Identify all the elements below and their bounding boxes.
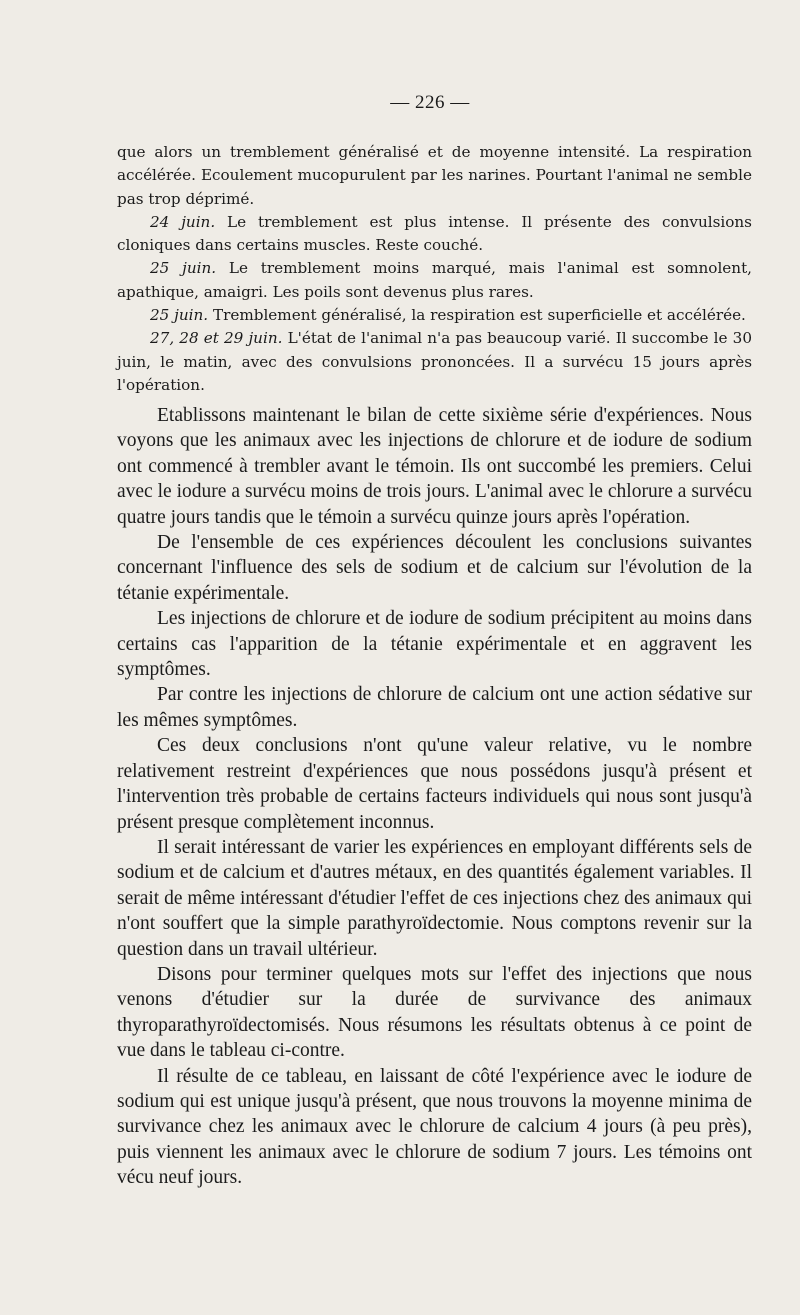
body-paragraph: Etablissons maintenant le bilan de cette sixième série d'expériences. Nous voyons que les animaux avec les injections de chlorure et de iodure de sodium ont commencé à trembler avant le témoin. Ils ont succombé les premiers. Celui avec le iodure a survécu moins de trois jours. L'animal avec le chlorure a survécu quatre jours tandis que le témoin a survécu quinze jours après l'opération. (117, 405, 752, 528)
entry-date: 27, 28 et 29 juin. (150, 329, 283, 348)
entry-date: 25 juin. (150, 259, 217, 278)
body-paragraph: Par contre les injections de chlorure de calcium ont une action sédative sur les mêmes symptômes. (117, 684, 752, 731)
body-paragraph: De l'ensemble de ces expériences découlent les conclusions suivantes concernant l'influence des sels de sodium et de calcium sur l'évolution de la tétanie expérimentale. (117, 532, 752, 604)
entry-date: 24 juin. (150, 212, 216, 231)
page-number: — 226 — (390, 92, 470, 113)
entry-text: Le tremblement est plus intense. Il présente des convulsions cloniques dans certains muscles. Reste couché. (117, 212, 752, 255)
notes-entry (117, 327, 752, 397)
body-paragraph: Les injections de chlorure et de iodure de sodium précipitent au moins dans certains cas l'apparition de la tétanie expérimentale et en aggravent les symptômes. (117, 608, 752, 681)
entry-date: 25 juin. (150, 306, 209, 325)
notes-opening-paragraph: que alors un tremblement généralisé et de moyenne intensité. La respiration accélérée. Ecoulement mucopurulent par les narines. Pourtant l'animal ne semble pas trop déprimé. (117, 143, 752, 208)
notes-entry (117, 211, 752, 258)
body-paragraph: Disons pour terminer quelques mots sur l'effet des injections que nous venons d'étudier sur la durée de survivance des animaux thyroparathyroïdectomisés. Nous résumons les résultats obtenus à ce point de vue dans le tableau ci-contre. (117, 963, 752, 1062)
entry-text: L'état de l'animal n'a pas beaucoup varié. Il succombe le 30 juin, le matin, avec des convulsions prononcées. Il a survécu 15 jours après l'opération. (117, 329, 752, 394)
body-paragraph: Il résulte de ce tableau, en laissant de côté l'expérience avec le iodure de sodium qui est unique jusqu'à présent, que nous trouvons la moyenne minima de survivance chez les animaux avec le chlorure de calcium 4 jours (à peu près), puis viennent les animaux avec le chlorure de sodium 7 jours. Les témoins ont vécu neuf jours. (117, 1065, 752, 1189)
notes-entry (117, 257, 752, 304)
notes-entry (117, 304, 752, 327)
main-text (117, 403, 752, 1191)
body-paragraph: Il serait intéressant de varier les expériences en employant différents sels de sodium et de calcium et d'autres métaux, en des quantités également variables. Il serait de même intéressant d'étudier l'effet de ces injections chez des animaux qui n'ont souffert que la simple parathyroïdectomie. Nous comptons revenir sur la question dans un travail ultérieur. (117, 836, 752, 960)
entry-text: Le tremblement moins marqué, mais l'animal est somnolent, apathique, amaigri. Les poils sont devenus plus rares. (117, 259, 752, 301)
observation-notes (117, 141, 752, 397)
entry-text: Tremblement généralisé, la respiration est superficielle et accélérée. (208, 306, 746, 325)
body-paragraph: Ces deux conclusions n'ont qu'une valeur relative, vu le nombre relativement restreint d'expériences que nous possédons jusqu'à présent et l'intervention très probable de certains facteurs individuels qui nous sont jusqu'à présent presque complètement inconnus. (117, 735, 752, 833)
